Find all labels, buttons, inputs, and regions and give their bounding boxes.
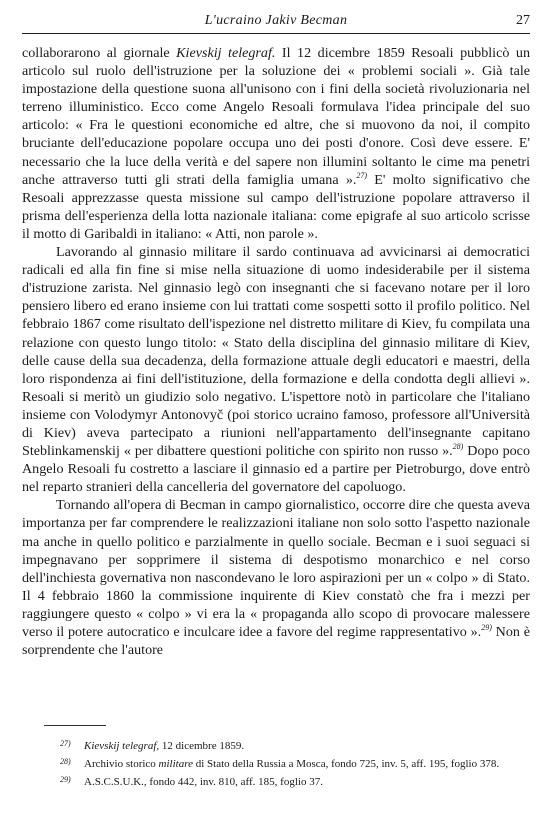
page-header [22,11,530,34]
text-run: 12 dicembre 1859. [159,740,245,752]
footnote-number: 27) [60,739,71,748]
footnote-ref: 27) [356,170,368,180]
text-run: E' molto significativo che Resoali apprezzasse questa missione sul campo dell'istruzione popolare attraverso il prisma dell'esperienza della lotta nazionale italiana: come epigrafe al suo articolo scrisse il motto di Garibaldi in italiano: « Atti, non parole ». [22,171,530,242]
paragraph [22,44,530,243]
footnote-ref: 28) [452,442,464,452]
footnote [60,773,530,789]
footnote [60,737,530,753]
footnote-number: 29) [60,775,71,784]
paragraph [22,243,530,496]
page-number: 27 [516,13,530,28]
running-head: L'ucraino Jakiv Becman [204,13,348,28]
text-run: Il 12 dicembre 1859 Resoali pubblicò un articolo sul ruolo dell'istruzione per la soluzione dei « problemi sociali ». Già tale impostazione della questione suona all'unisono con i fini della società rivoluzionaria nel terreno illuministico. Ecco come Angelo Resoali formulava l'idea principale del suo articolo: « Fra le questioni economiche ed altre, che si muovono da noi, il compito bruciante dell'educazione popolare occupa uno dei posti d'onore. Così deve essere. E' necessario che la luce della verità e del sapere non illumini soltanto le cime ma penetri anche attraverso tutti gli strati della famiglia umana ». [22,45,530,188]
italic-text: militare [158,758,193,770]
text-run: di Stato della Russia a Mosca, fondo 725, inv. 5, aff. 195, foglio 378. [192,758,500,770]
text-run: Tornando all'opera di Becman in campo giornalistico, occorre dire che questa aveva importanza per far comprendere le realizzazioni italiane non solo sotto l'aspetto nazionale ma anche in quello politico e parzialmente in quello sociale. Becman e i suoi seguaci si impegnavano per sopprimere il sistema di despotismo monarchico e nel corso dell'inchiesta governativa non nascondevano le loro aspirazioni per un « colpo » di Stato. Il 4 febbraio 1860 la commissione inquirente di Kiev constatò che fra i mezzi per raggiungere questo « colpo » vi era la « propaganda allo scopo di provocare malessere verso il potere autocratico e inculcare idee a favore del regime rappresentativo ». [22,497,530,640]
text-run: Lavorando al ginnasio militare il sardo continuava ad avvicinarsi ai democratici radicali ed alla fin fine si mise nella situazione di uomo indesiderabile per il sistema d'istruzione zarista. Nel ginnasio legò con insegnanti che si facevano notare per il loro pensiero libero ed erano insieme con lui trattati come sospetti sotto il profilo politico. Nel febbraio 1867 come risultato dell'ispezione nel distretto militare di Kiev, fu compilata una relazione con questo lungo titolo: « Stato della disciplina del ginnasio militare di Kiev, delle cause della sua decadenza, della formazione attuale degli educatori e maestri, della loro rispondenza ai fini dell'istituzione, della formazione e della condotta degli allievi ». Resoali si meritò un giudizio solo negativo. L'ispettore notò in particolare che l'italiano insieme con Volodymyr Antonovyč (poi storico ucraino famoso, professore all'Università di Kiev) aveva partecipato a riunioni nell'appartamento dell'insegnante capitano Steblinkamenskij « per dibattere questioni politiche con spirito non russo ». [22,244,530,460]
italic-text: Kievskij telegraf. [176,45,276,61]
footnote [60,755,530,771]
text-run: Non è sorprendente che l'autore [22,624,530,659]
text-run: collaborarono al giornale [22,45,177,61]
footnote-divider [44,725,106,726]
text-run: Dopo poco Angelo Resoali fu costretto a lasciare il ginnasio ed a partire per Pietroburgo, dove entrò nel reparto stranieri della cancelleria del governatore del capoluogo. [22,443,530,496]
paragraph [22,496,530,659]
footnotes [60,737,530,791]
text-run: A.S.C.S.U.K., fondo 442, inv. 810, aff. 185, foglio 37. [84,776,323,788]
italic-text: Kievskij telegraf, [84,740,160,752]
footnote-number: 28) [60,757,71,766]
text-run: Archivio storico [84,758,159,770]
body-text [22,44,530,659]
footnote-ref: 29) [481,623,492,632]
